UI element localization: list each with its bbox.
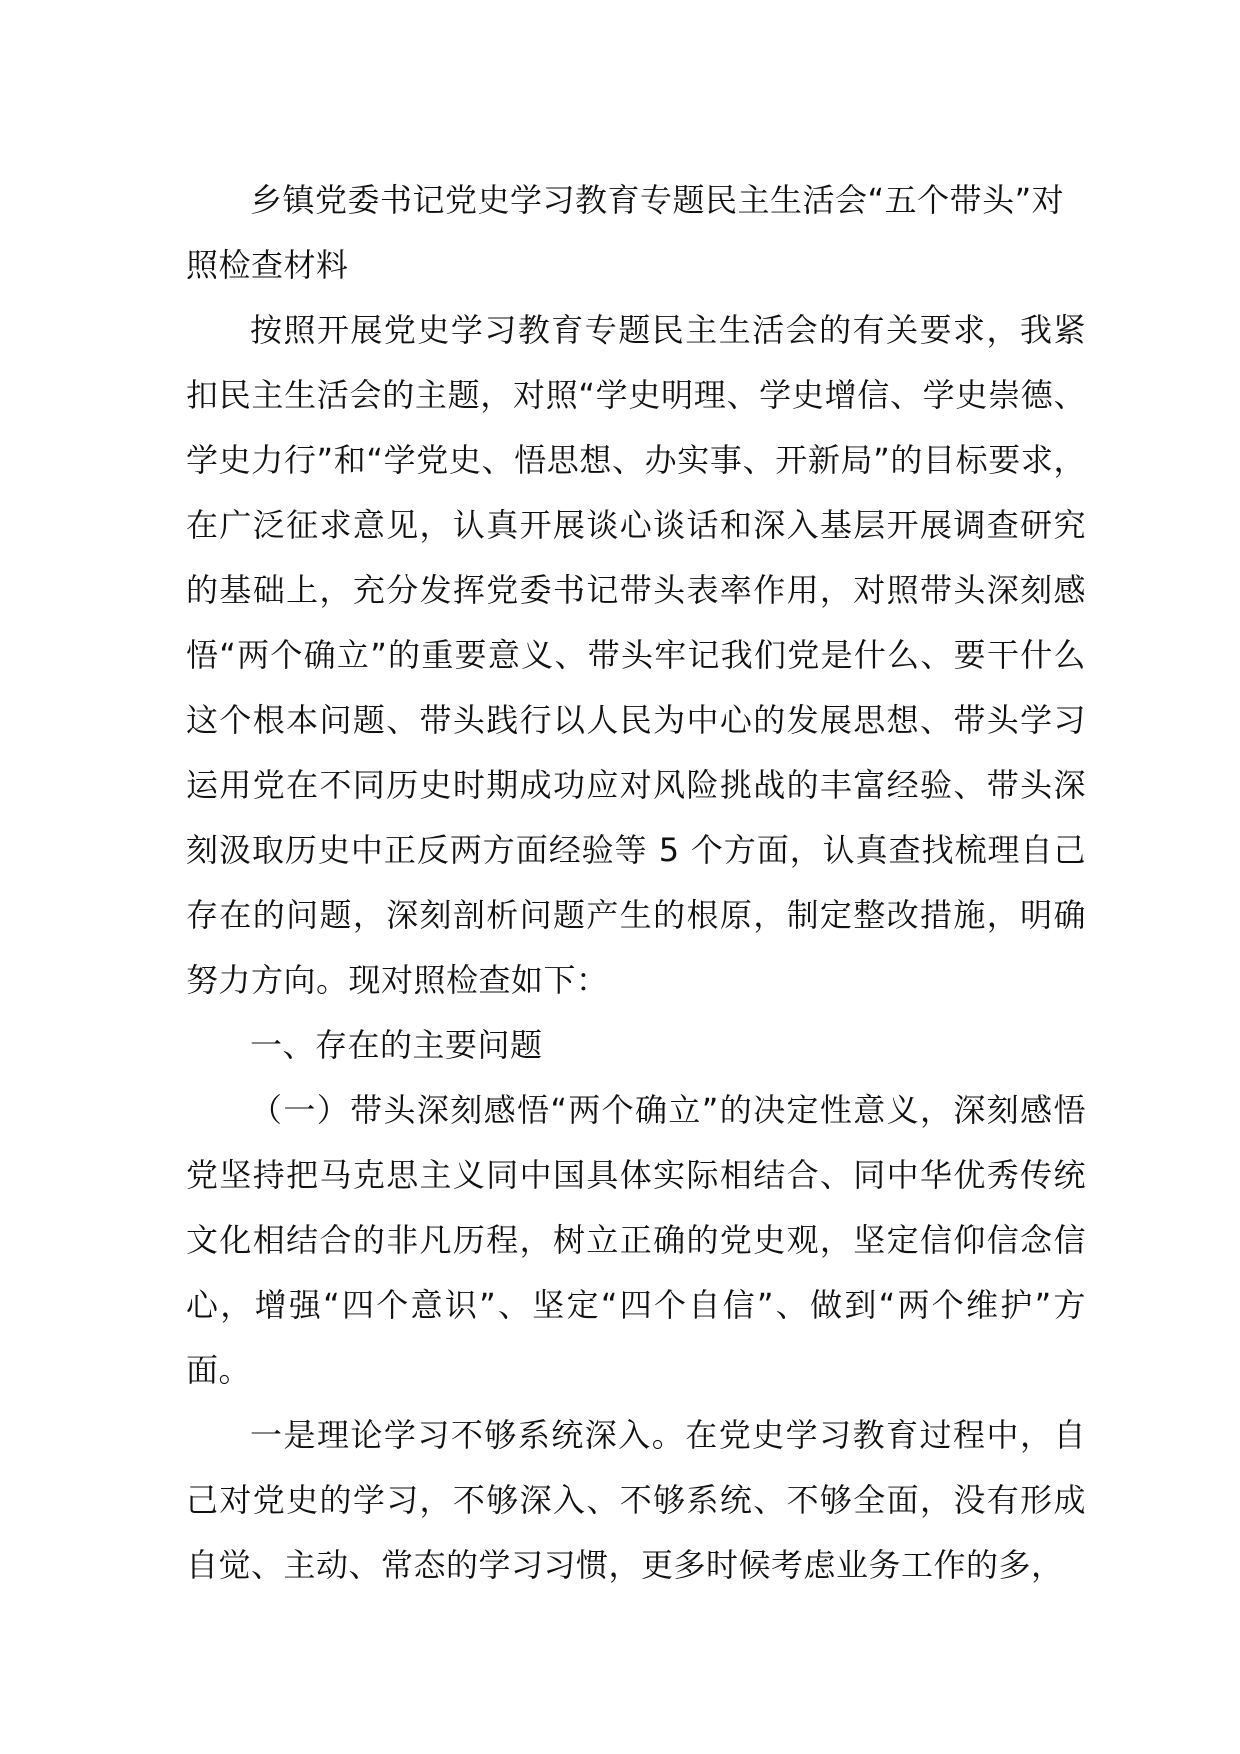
subsection-heading: （一）带头深刻感悟“两个确立”的决定性意义，深刻感悟党坚持把马克思主义同中国具体实际相结合、同中华优秀传统文化相结合的非凡历程，树立正确的党史观，坚定信仰信念信心，增强“四个意识”、坚定“四个自信”、做到“两个维护”方面。	[186, 1091, 1086, 1389]
section-heading: 一、存在的主要问题	[250, 1026, 543, 1064]
document-title: 乡镇党委书记党史学习教育专题民主生活会“五个带头”对照检查材料	[186, 181, 1065, 284]
body-paragraph: 一是理论学习不够系统深入。在党史学习教育过程中，自己对党史的学习，不够深入、不够系统、不够全面，没有形成自觉、主动、常态的学习习惯，更多时候考虑业务工作的多，	[186, 1416, 1086, 1584]
intro-paragraph: 按照开展党史学习教育专题民主生活会的有关要求，我紧扣民主生活会的主题，对照“学史明理、学史增信、学史崇德、学史力行”和“学党史、悟思想、办实事、开新局”的目标要求，在广泛征求意见，认真开展谈心谈话和深入基层开展调查研究的基础上，充分发挥党委书记带头表率作用，对照带头深刻感悟“两个确立”的重要意义、带头牢记我们党是什么、要干什么这个根本问题、带头践行以人民为中心的发展思想、带头学习运用党在不同历史时期成功应对风险挑战的丰富经验、带头深刻汲取历史中正反两方面经验等 5 个方面，认真查找梳理自己存在的问题，深刻剖析问题产生的根原，制定整改措施，明确努力方向。现对照检查如下：	[186, 311, 1086, 999]
document-body	[186, 168, 1086, 1598]
